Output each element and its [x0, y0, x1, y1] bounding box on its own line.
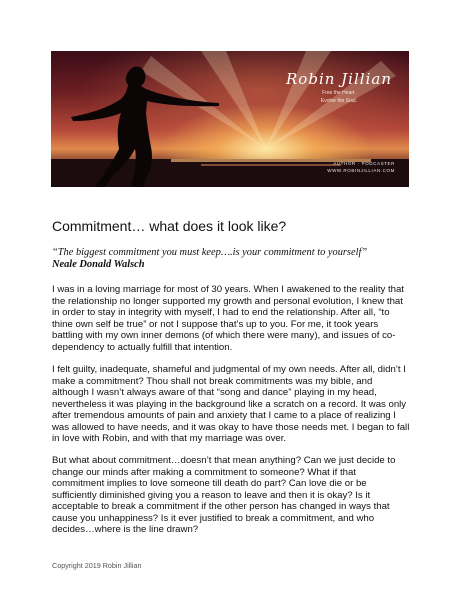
paragraph-3: But what about commitment…doesn’t that mean anything? Can we just decide to change our minds after making a commitment to someone? What if that commitment implies to love someone till death do part? Can love die or be sufficiently diminished giving you a reason to leave and then it is okay? Is it acceptable to break a commitment if the other person has changed in ways that cause you unhappiness? Is it ever justified to break a commitment, and who decides…where is the line drawn?: [52, 455, 396, 536]
banner-website: WWW.ROBINJILLIAN.COM: [327, 168, 395, 173]
quote-author: Neale Donald Walsch: [52, 258, 145, 270]
quote-block: [52, 247, 392, 270]
brand-tagline-1: Free the Heart.: [322, 90, 356, 96]
brand-logo: [279, 71, 399, 104]
quote-text: “The biggest commitment you must keep….is your commitment to yourself”: [52, 247, 368, 258]
header-banner: [51, 51, 409, 187]
brand-tagline-2: Evolve the Soul.: [320, 98, 358, 104]
banner-meta: [327, 160, 395, 174]
banner-role: AUTHOR · PODCASTER: [333, 161, 395, 166]
brand-name: Robin Jillian: [286, 70, 392, 88]
article-title: Commitment… what does it look like?: [52, 218, 287, 234]
paragraph-2: I felt guilty, inadequate, shameful and judgmental of my own needs. After all, didn’t I make a commitment? Thou shall not break commitments was my bible, and although I wasn’t always aware of that “song and dance” playing in my head, nevertheless it was playing in the background like a scratch on a record. It was only after tremendous amounts of pain and anxiety that I came to a place of realizing I was allowed to have needs, and it was okay to have those needs met. I began to fall in love with Robin, and with that my marriage was over.: [52, 364, 410, 445]
copyright-footer: Copyright 2019 Robin Jillian: [52, 561, 142, 570]
paragraph-1: I was in a loving marriage for most of 30 years. When I awakened to the reality that the relationship no longer supported my growth and personal evolution, I knew that in order to stay in integrity with myself, I had to end the relationship. After all, “to thine own self be true” or not I suppose that’s up to you. For me, it took years battling with my own inner demons (of which there were many), and issues of co-dependency to actually fulfill that intention.: [52, 284, 404, 353]
